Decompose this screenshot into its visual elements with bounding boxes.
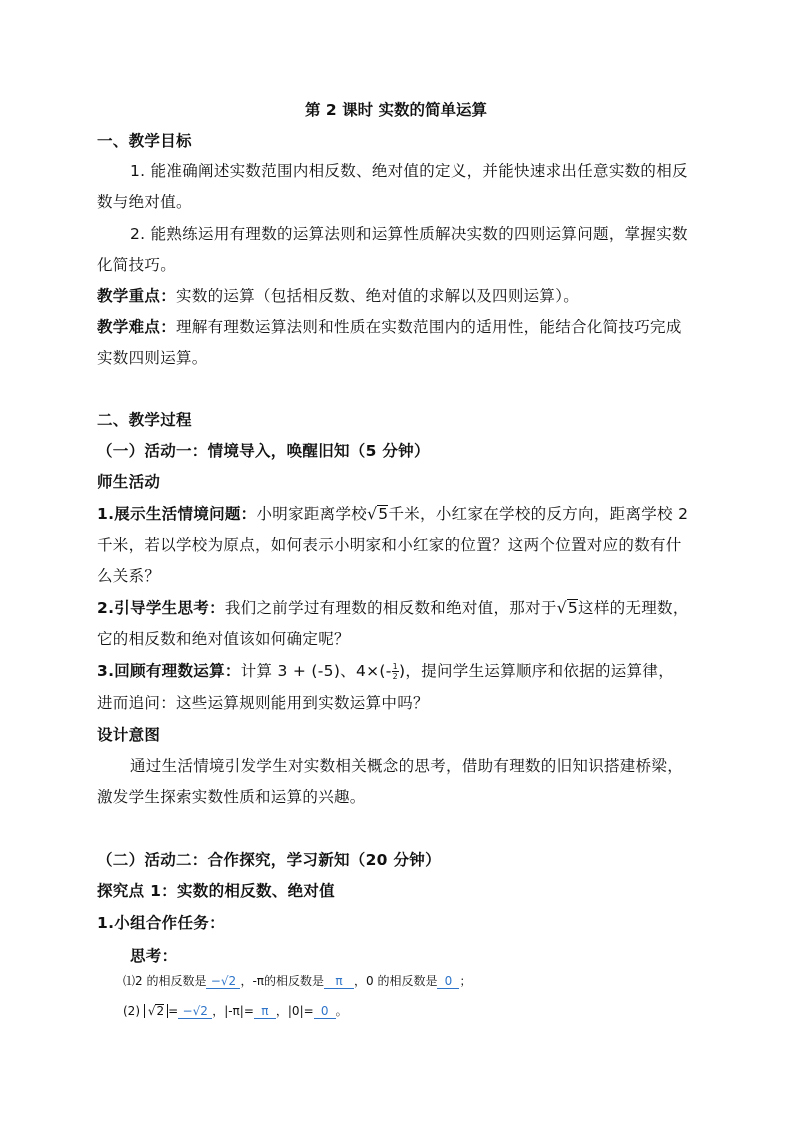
goal-2-line-2: 化简技巧。	[97, 256, 177, 274]
prompt-3-text-a: 计算 3 + (-5)、4×(-	[240, 662, 392, 680]
fraction	[392, 662, 399, 681]
difficulty-label: 教学难点：	[97, 318, 177, 336]
goal-1-line-2: 数与绝对值。	[97, 193, 192, 211]
prompt-3-text-b: )，提问学生运算顺序和依据的运算律，	[399, 662, 674, 680]
prompt-1-label: 1.展示生活情境问题：	[97, 505, 257, 523]
prompt-1-text-a: 小明家距离学校	[256, 505, 368, 523]
prompt-1-text-b: 千米，小红家在学校的反方向，距离学校 2	[388, 505, 689, 523]
design-intent-line-1: 通过生活情境引发学生对实数相关概念的思考，借助有理数的旧知识搭建桥梁，	[130, 757, 684, 775]
key-point	[97, 284, 579, 306]
difficulty-text: 理解有理数运算法则和性质在实数范围内的适用性，能结合化简技巧完成	[176, 318, 682, 336]
fraction-numerator: 1	[392, 662, 399, 671]
answer-blank-6: 0	[314, 1004, 336, 1019]
question-2-text-c: ，|0|=	[275, 1004, 314, 1018]
prompt-1-line-3: 么关系？	[97, 567, 161, 585]
question-2-text-a: (2)	[123, 1004, 140, 1018]
prompt-1-line-2: 千米，若以学校为原点，如何表示小明家和小红家的位置？这两个位置对应的数有什	[97, 536, 682, 554]
question-2-text-d: 。	[335, 1004, 348, 1018]
answer-blank-3: 0	[437, 974, 459, 989]
goal-1-line-1: 1. 能准确阐述实数范围内相反数、绝对值的定义，并能快速求出任意实数的相反	[130, 162, 688, 180]
key-point-label: 教学重点：	[97, 287, 177, 305]
group-task-heading: 1.小组合作任务：	[97, 914, 225, 932]
absolute-value	[144, 1004, 168, 1018]
sqrt-radicand: 2	[156, 1004, 165, 1018]
answer-blank-2: π	[324, 974, 354, 989]
sqrt-symbol: √	[556, 599, 567, 617]
key-point-text: 实数的运算（包括相反数、绝对值的求解以及四则运算）。	[176, 287, 580, 305]
question-1-text-d: ；	[459, 974, 472, 988]
teacher-student-heading: 师生活动	[97, 473, 161, 491]
question-2	[123, 1002, 348, 1019]
sqrt-symbol: √	[367, 505, 378, 523]
sqrt-radicand: 5	[378, 505, 389, 523]
prompt-1-line-1	[97, 502, 688, 524]
prompt-2-line-2: 它的相反数和绝对值该如何确定呢？	[97, 630, 350, 648]
question-1-text-b: ，-π的相反数是	[240, 974, 325, 988]
prompt-2-line-1	[97, 596, 689, 618]
difficulty-text-cont: 实数四则运算。	[97, 349, 208, 367]
prompt-2-label: 2.引导学生思考：	[97, 599, 225, 617]
design-intent-heading: 设计意图	[97, 726, 161, 744]
question-1-text-a: ⑴2 的相反数是	[123, 974, 207, 988]
explore-point-1-heading: 探究点 1：实数的相反数、绝对值	[97, 882, 335, 900]
goal-2-line-1: 2. 能熟练运用有理数的运算法则和运算性质解决实数的四则运算问题，掌握实数	[130, 225, 688, 243]
difficulty-point	[97, 315, 682, 337]
section-heading-process: 二、教学过程	[97, 411, 192, 429]
think-heading: 思考：	[130, 947, 178, 965]
sqrt-symbol: √	[147, 1004, 156, 1018]
prompt-2-text-a: 我们之前学过有理数的相反数和绝对值，那对于	[224, 599, 557, 617]
fraction-denominator: 2	[392, 672, 399, 681]
activity-2-heading: （二）活动二：合作探究，学习新知（20 分钟）	[97, 851, 441, 869]
answer-blank-4: −√2	[178, 1004, 212, 1019]
sqrt-radicand: 5	[567, 599, 579, 617]
equals-sign: =	[168, 1004, 179, 1018]
page-title: 第 2 课时 实数的简单运算	[305, 101, 487, 119]
section-heading-goals: 一、教学目标	[97, 132, 192, 150]
prompt-3-label: 3.回顾有理数运算：	[97, 662, 241, 680]
prompt-3-line-2: 进而追问：这些运算规则能用到实数运算中吗？	[97, 694, 429, 712]
question-1	[123, 972, 471, 989]
answer-blank-1: −√2	[206, 974, 240, 989]
answer-blank-5: π	[254, 1004, 276, 1019]
prompt-3-line-1	[97, 659, 674, 681]
activity-1-heading: （一）活动一：情境导入，唤醒旧知（5 分钟）	[97, 442, 430, 460]
question-2-text-b: ，|-π|=	[212, 1004, 254, 1018]
question-1-text-c: ，0 的相反数是	[354, 974, 438, 988]
prompt-2-text-b: 这样的无理数，	[578, 599, 689, 617]
design-intent-line-2: 激发学生探索实数性质和运算的兴趣。	[97, 788, 366, 806]
